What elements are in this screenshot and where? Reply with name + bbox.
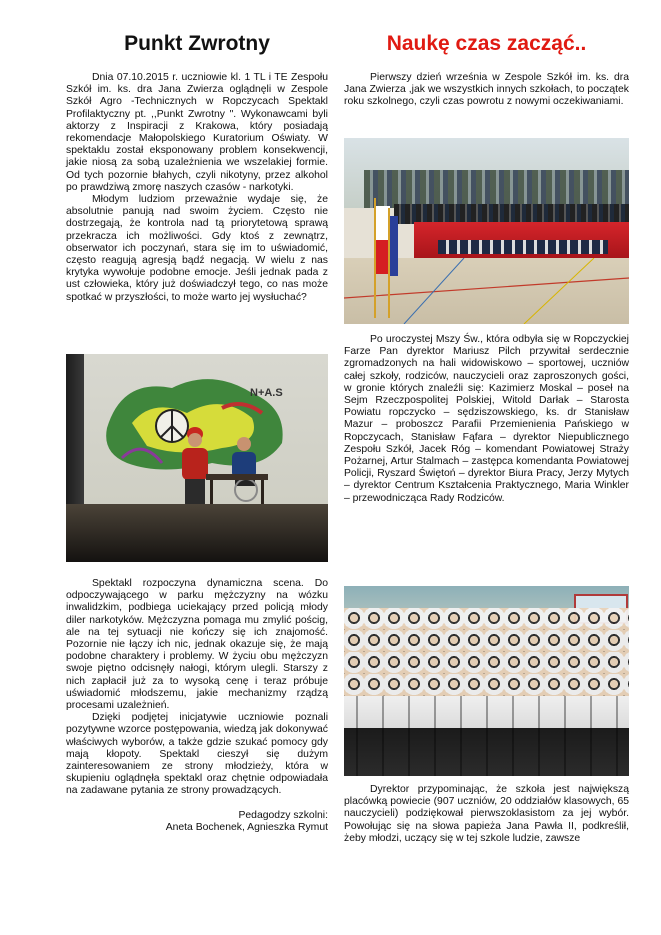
- article-title-punkt-zwrotny: Punkt Zwrotny: [124, 32, 270, 55]
- right-paragraph-3: Dyrektor przypominając, że szkoła jest największą placówką powiecie (907 uczniów, 20 oddziałów klasowych, 65 nauczycieli) podziękował pierwszoklasistom za jej wybór. Powołując się na słowa papieża Jana Pawła II, podkreślił, żeby młodzi, uczący się w tej szkole ludzie, zawsze: [344, 784, 629, 844]
- right-article-body: [344, 784, 629, 845]
- photo-school-hall-ceremony: [344, 138, 629, 324]
- article-title-nauke-czas: Naukę czas zacząć..: [386, 32, 587, 55]
- signature-role: Pedagodzy szkolni:: [238, 809, 328, 821]
- left-paragraph-2: Młodym ludziom przeważnie wydaje się, że absolutnie panują nad swoim życiem. Często nie dostrzegają, że kontrola nad tą priorytetową sprawą przekracza ich możliwości. Gdy ktoś z zewnątrz, obserwator ich poczynań, stara się im to uświadomić, często reagują agresją bądź negacją. W wielu z nas krytyka wywołuje podobne emocje. Jeśli jednak pada z ust człowieka, który już doświadczył tego, co nas może spotkać w przyszłości, to może warto jej wysłuchać?: [66, 194, 328, 303]
- right-article-intro: [344, 72, 629, 109]
- left-article-body: [66, 578, 328, 834]
- graffiti-text: N+A.S: [250, 387, 283, 399]
- left-paragraph-3: Spektakl rozpoczyna dynamiczna scena. Do odpoczywającego w parku mężczyzny na wózku inwalidzkim, podbiega uciekający przed policją młody diler narkotyków. Mężczyzna pomaga mu zmylić pościg, ale na tej sytuacji nie kończy się ich znajomość. Pozornie nie łączy ich nic, jednak okazuje się, że mają podobne charaktery i problemy. W życiu obu mężczyzn swoje piętno odcisnęły nałogi, którym ulegli. Starszy z nich zapłacił już za to wysoką cenę i teraz próbuje uświadomić młodszemu, jakie mechanizmy rządzą procesami uzależnień.: [66, 578, 328, 712]
- photo-theatre-stage: [66, 354, 328, 562]
- left-paragraph-1: Dnia 07.10.2015 r. uczniowie kl. 1 TL i TE Zespołu Szkół im. ks. dra Jana Zwierza oglądnęli w Zespole Szkół Agro -Technicznych w Ropczycach Spektakl Profilaktyczny pt. ,,Punkt Zwrotny ". Wykonawcami byli aktorzy z Inspiracji z Krakowa, który posiadają rekomendacje Małopolskiego Kuratorium Oświaty. W spektaklu został eksponowany problem konsekwencji, jakie niosą za sobą uzależnienia we wszelakiej formie. Od tych pozornie błahych, czyli nikotyny, przez alkohol po prawdziwą zmorę naszych czasów - narkotyki.: [66, 72, 328, 193]
- signature-names: Aneta Bochenek, Agnieszka Rymut: [165, 821, 328, 833]
- right-paragraph-1: Pierwszy dzień września w Zespole Szkół im. ks. dra Jana Zwierza ,jak we wszystkich innych szkołach, to początek roku szkolnego, czyli czas powrotu z nowymi oczekiwaniami.: [344, 72, 629, 108]
- left-paragraph-4: Dzięki podjętej inicjatywie uczniowie poznali pozytywne wzorce postępowania, wiedzą jak dokonywać właściwych wyborów, a także gdzie szukać pomocy gdy mają kłopoty. Spektakl cieszył się dużym zainteresowaniem ze strony młodzieży, która w skupieniu oglądnęła spektakl oraz chętnie odpowiadała na zadawane pytania ze strony prowadzących.: [66, 712, 328, 797]
- right-paragraph-2: Po uroczystej Mszy Św., która odbyła się w Ropczyckiej Farze Pan dyrektor Mariusz Pilch przywitał serdecznie zgromadzonych na hali widowiskowo – sportowej, uczniów całej szkoły, rodziców, nauczycieli oraz zaproszonych gości, w gronie których znaleźli się: Kazimierz Moskal – poseł na Sejm Rzeczpospolitej Polskiej, Witold Darłak – Starosta Powiatu ropczycko – sędziszowskiego, ks. dr Stanisław Mazur – proboszcz Parafii Przemienienia Pańskiego w Ropczycach, Stanisław Fąfara – dyrektor Niepublicznego Zespołu Szkół, Jacek Róg – komendant Powiatowej Straży Pożarnej, Artur Stalmach – zastępca komendanta Powiatowej Policji, Ryszard Świętoń – dyrektor Biura Pracy, Jerzy Mytych – dyrektor Centrum Kształcenia Praktycznego, Maria Winkler – przewodnicząca Rady Rodziców.: [344, 334, 629, 504]
- flags-icon: [368, 198, 398, 318]
- left-article-intro: [66, 72, 328, 304]
- stage-table: [206, 474, 268, 504]
- photo-students-seated: [344, 586, 629, 776]
- right-article-guests: [344, 334, 629, 505]
